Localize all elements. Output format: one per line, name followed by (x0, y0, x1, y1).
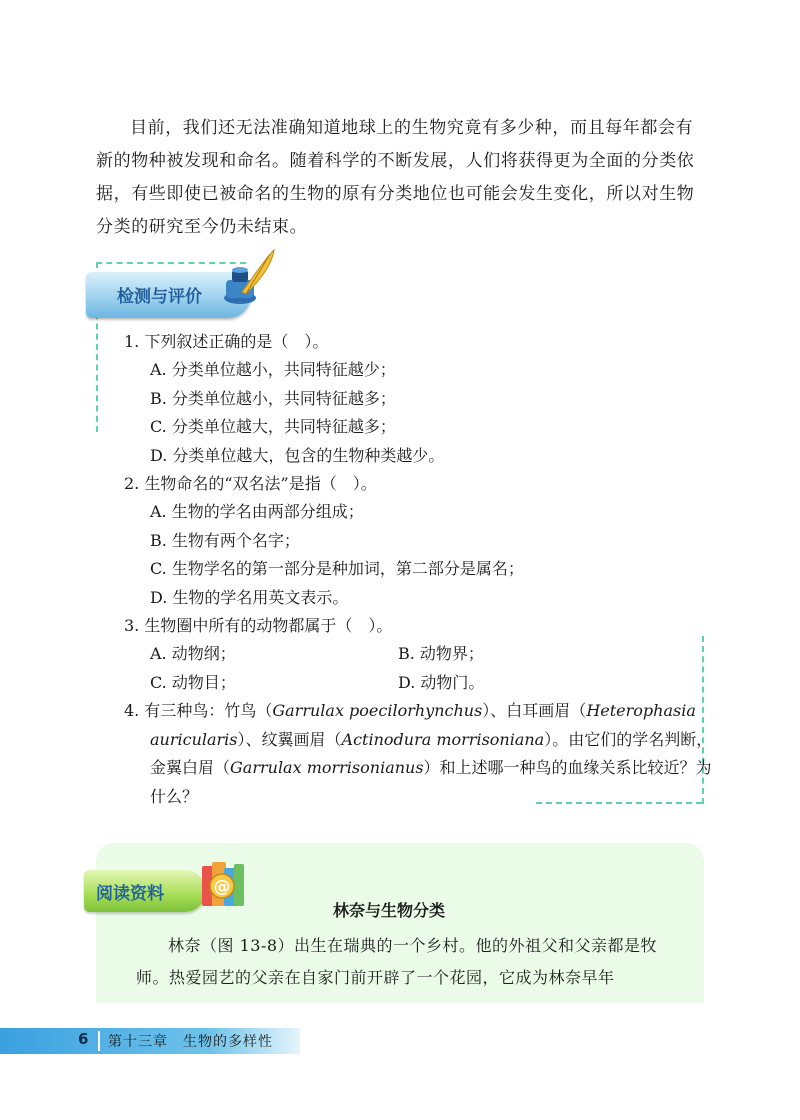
q4-species-4: Garrulax morrisonianus (230, 758, 424, 778)
q3-option-c: C. 动物目； (150, 672, 236, 692)
question-3: 3. 生物圈中所有的动物都属于（ ）。 (124, 616, 393, 636)
question-4 (124, 697, 714, 811)
q2-option-c: C. 生物学名的第一部分是种加词，第二部分是属名； (150, 559, 524, 579)
svg-text:@: @ (213, 877, 231, 897)
reading-tab-label: 阅读资料 (96, 884, 164, 904)
question-1: 1. 下列叙述正确的是（ ）。 (124, 332, 329, 351)
q3-option-d: D. 动物门。 (398, 672, 485, 692)
q3-option-b: B. 动物界； (398, 644, 484, 664)
inkwell-quill-icon (218, 246, 278, 316)
q4-text-5: ）和上述哪一种鸟的血缘关系比较近？为什么？ (150, 758, 712, 806)
reading-body: 林奈（图 13-8）出生在瑞典的一个乡村。他的外祖父和父亲都是牧师。热爱园艺的父亲在自家门前开辟了一个花园，它成为林奈早年 (136, 936, 658, 987)
q2-option-b: B. 生物有两个名字； (150, 530, 300, 550)
q1-option-c: C. 分类单位越大，共同特征越多； (150, 417, 396, 437)
quiz-title: 检测与评价 (117, 287, 202, 307)
q4-species-3: Actinodura morrisoniana (341, 729, 545, 749)
q4-text-2: ）、白耳画眉（ (482, 701, 587, 721)
reading-title: 林奈与生物分类 (333, 901, 446, 920)
q4-text-3: ）、纹翼画眉（ (237, 729, 342, 749)
q3-options-row-1 (124, 640, 714, 668)
q1-option-b: B. 分类单位越小，共同特征越多； (150, 388, 396, 408)
page-number: 6 (78, 1030, 89, 1048)
q2-option-d: D. 生物的学名用英文表示。 (150, 587, 349, 607)
books-at-icon (198, 858, 246, 910)
q4-text-4: ）。由它们的学名判断，金翼白眉（ (150, 729, 713, 778)
question-2: 2. 生物命名的“双名法”是指（ ）。 (124, 474, 377, 494)
q4-species-1: Garrulax poecilorhynchus (272, 701, 483, 721)
intro-paragraph: 目前，我们还无法准确知道地球上的生物究竟有多少种，而且每年都会有新的物种被发现和命名。随着科学的不断发展，人们将获得更为全面的分类依据，有些即使已被命名的生物的原有分类地位也可能会发生变化，所以对生物分类的研究至今仍未结束。 (96, 118, 695, 237)
q1-option-a: A. 分类单位越小，共同特征越少； (150, 360, 396, 380)
q1-option-d: D. 分类单位越大，包含的生物种类越少。 (150, 445, 445, 465)
q4-text-1: 4. 有三种鸟：竹鸟（ (124, 701, 273, 721)
chapter-label: 第十三章 生物的多样性 (108, 1034, 273, 1050)
q2-option-a: A. 生物的学名由两部分组成； (150, 502, 364, 522)
quiz-questions (124, 328, 714, 811)
q3-option-a: A. 动物纲； (150, 644, 236, 664)
footer-separator (98, 1031, 100, 1051)
q3-options-row-2 (124, 669, 714, 697)
q4-species-2: Heterophasia auricularis (150, 701, 696, 749)
